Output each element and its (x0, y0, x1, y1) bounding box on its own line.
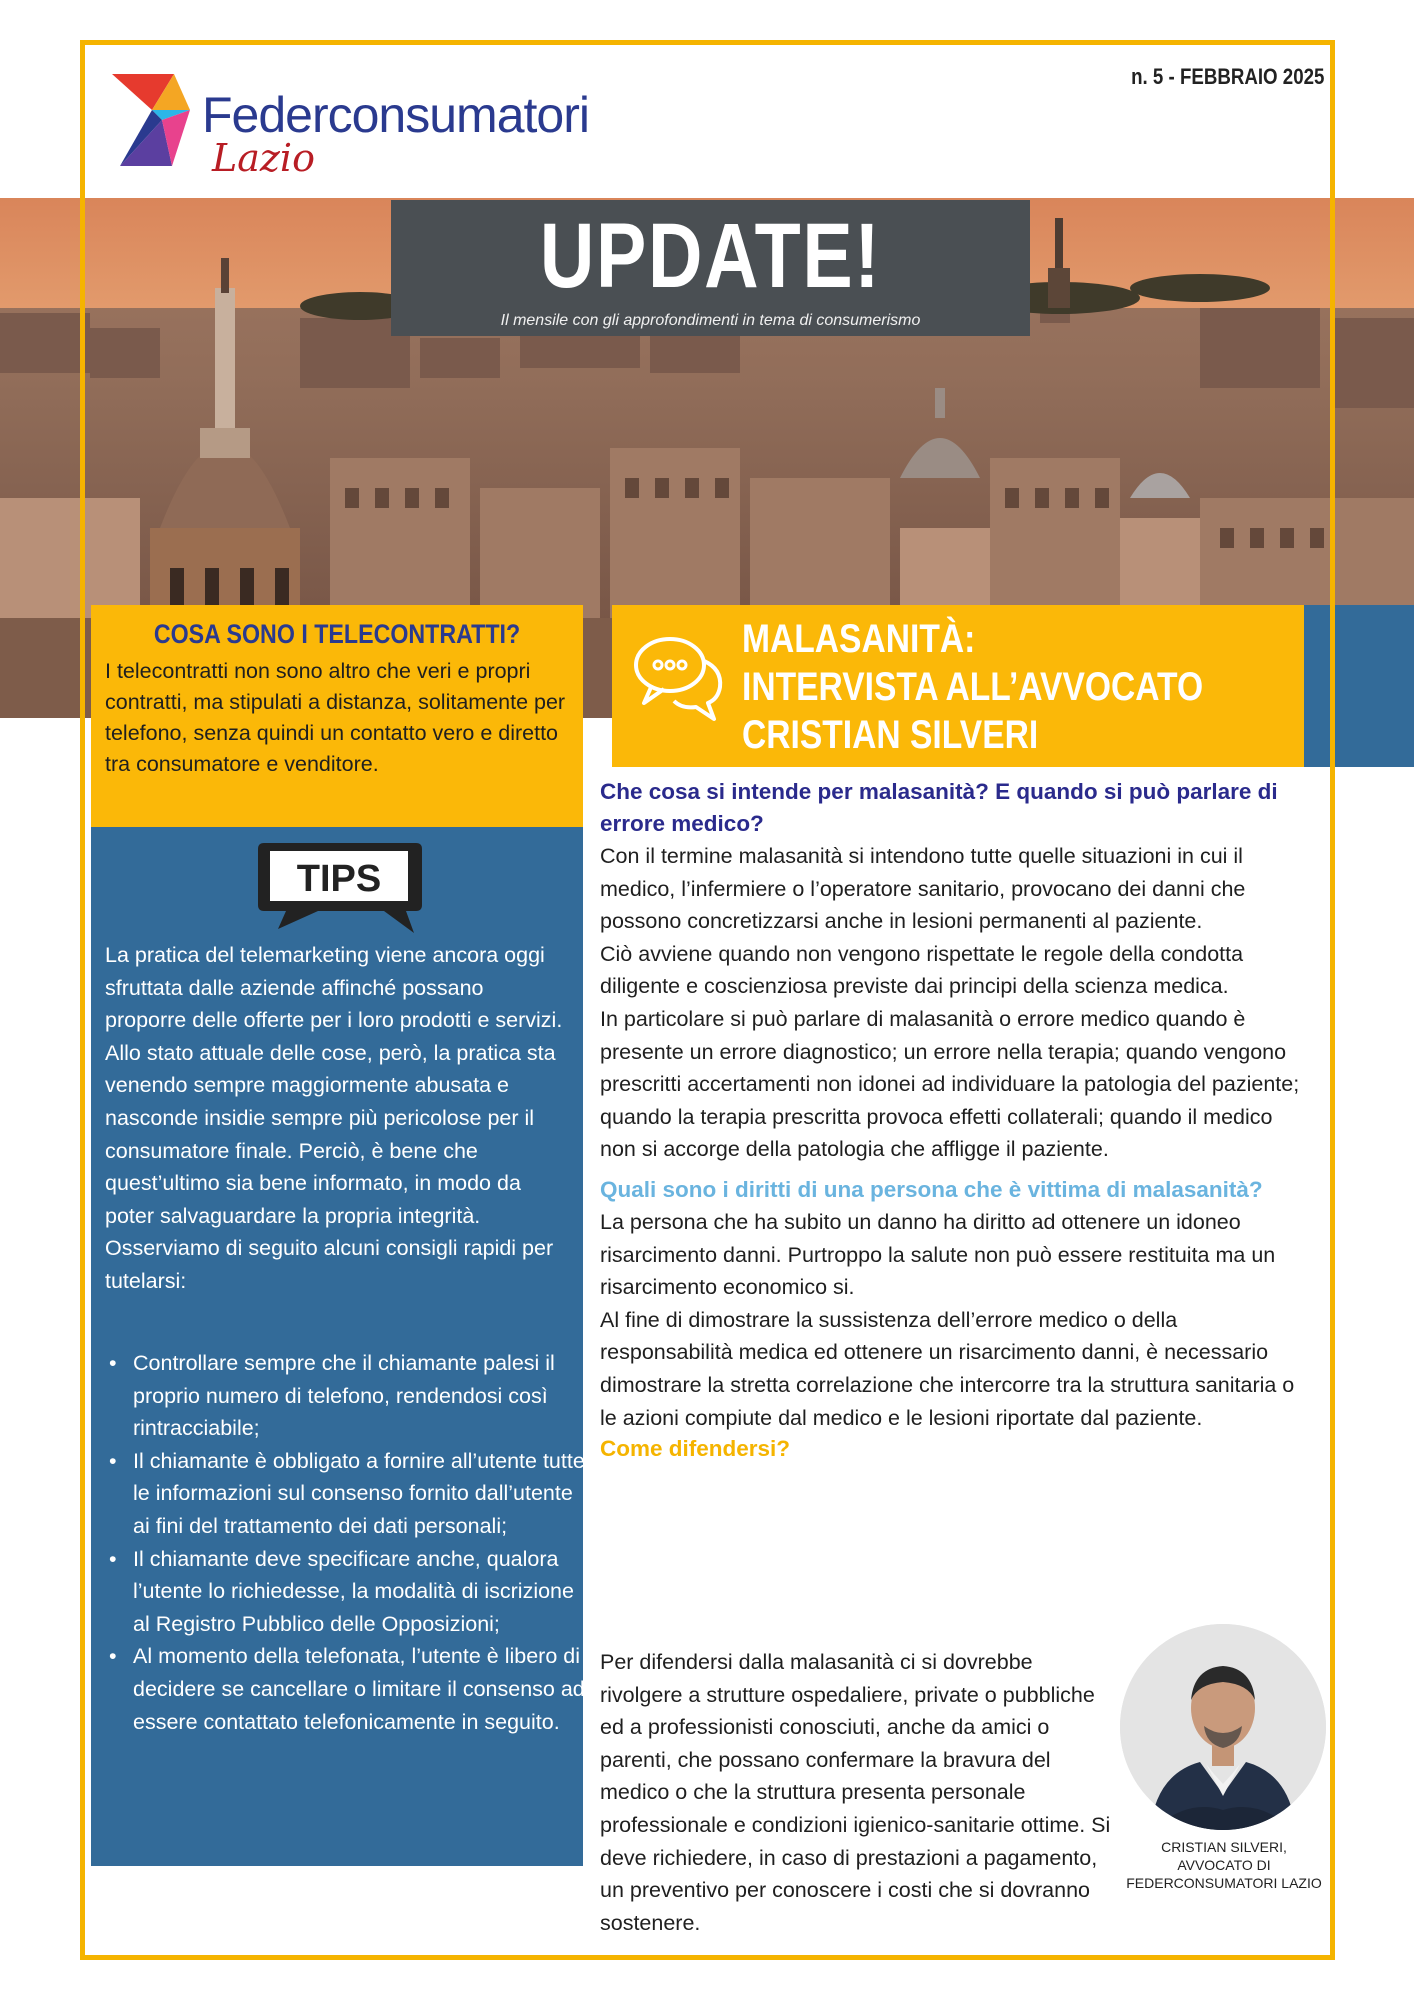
answer-paragraph: Ciò avviene quando non vengono rispettate le regole della condotta diligente e coscienziosa previste dai principi della scienza medica. (600, 941, 1244, 999)
caption-line: CRISTIAN SILVERI, (1161, 1839, 1287, 1855)
tips-badge-text: TIPS (296, 858, 382, 900)
issue-number: n. 5 - FEBBRAIO 2025 (1130, 64, 1324, 89)
tips-box (91, 827, 583, 1866)
portrait-caption (1102, 1838, 1346, 1892)
tip-item: • Al momento della telefonata, l’utente è libero di decidere se cancellare o limitare il consenso ad essere contattato telefonicamente in seguito. (133, 1640, 593, 1738)
tips-intro: La pratica del telemarketing viene ancora oggi sfruttata dalle aziende affinché possano proporre delle offerte per i loro prodotti e servizi. Allo stato attuale delle cose, però, la pratica sta venendo sempre maggiormente abusata e nasconde insidie sempre più pericolose per il consumatore finale. Perciò, è bene che quest’ultimo sia bene informato, in modo da poter salvaguardare la propria integrità. Osserviamo di seguito alcuni consigli rapidi per tutelarsi: (105, 943, 563, 1293)
interview-title (742, 615, 1203, 759)
tip-item: • Il chiamante deve specificare anche, qualora l’utente lo richiedesse, la modalità di iscrizione al Registro Pubblico delle Opposizioni; (133, 1543, 593, 1641)
tips-speech-bubble-icon (256, 837, 426, 937)
interview-title-line: INTERVISTA ALL’AVVOCATO (742, 665, 1204, 709)
interview-title-line: MALASANITÀ: (742, 617, 976, 661)
telecontratti-box (91, 605, 583, 827)
answer-paragraph: La persona che ha subito un danno ha diritto ad ottenere un idoneo risarcimento danni. Purtroppo la salute non può essere restituita ma un risarcimento economico si. (600, 1209, 1276, 1300)
brand-region: Lazio (212, 136, 315, 180)
answer-paragraph: Al fine di dimostrare la sussistenza dell’errore medico o della responsabilità medica ed ottenere un risarcimento danni, è necessario dimostrare la stretta correlazione che intercorre tra la struttura sanitaria o le azioni compiute dal medico e le lesioni riportate dal paziente. (600, 1307, 1295, 1430)
interview-header (612, 605, 1304, 767)
brand-name: Federconsumatori (202, 87, 589, 143)
answer-paragraph: In particolare si può parlare di malasanità o errore medico quando è presente un errore diagnostico; un errore nella terapia; quando vengono prescritti accertamenti non idonei ad individuare la patologia del paziente; quando la terapia prescritta provoca effetti collaterali; quando il medico non si accorge della patologia che affligge il paziente. (600, 1006, 1300, 1162)
newsletter-subtitle: Il mensile con gli approfondimenti in tema di consumerismo (500, 312, 921, 329)
update-banner (391, 200, 1030, 336)
newsletter-title: UPDATE! (539, 205, 882, 307)
question-difendersi: Come difendersi? (600, 1436, 791, 1462)
lawyer-portrait-photo (1120, 1624, 1326, 1830)
question-diritti: Quali sono i diritti di una persona che è vittima di malasanità? (600, 1176, 1263, 1202)
tips-list (105, 1347, 593, 1738)
answer-paragraph: Con il termine malasanità si intendono tutte quelle situazioni in cui il medico, l’infermiere o l’operatore sanitario, provocano dei danni che possono concretizzarsi anche in lesioni permanenti al paziente. (600, 844, 1246, 934)
blue-accent-block (1304, 605, 1414, 767)
tip-item: • Controllare sempre che il chiamante palesi il proprio numero di telefono, rendendosi così rintracciabile; (133, 1347, 593, 1445)
federconsumatori-logo-icon (112, 74, 212, 166)
caption-line: AVVOCATO DI (1177, 1857, 1271, 1873)
answer-paragraph: Per difendersi dalla malasanità ci si dovrebbe rivolgere a strutture ospedaliere, private o pubbliche ed a professionisti conosciuti, anche da amici o parenti, che possano confermare la bravura del medico o che la struttura presenta personale professionale e condizioni igienico-sanitarie ottime. Si deve richiedere, in caso di prestazioni a pagamento, un preventivo per conoscere i costi che si dovranno sostenere. (600, 1650, 1111, 1935)
interview-article (600, 776, 1312, 1464)
telecontratti-title: COSA SONO I TELECONTRATTI? (153, 619, 521, 649)
caption-line: FEDERCONSUMATORI LAZIO (1126, 1875, 1322, 1891)
telecontratti-text: I telecontratti non sono altro che veri e propri contratti, ma stipulati a distanza, solitamente per telefono, senza quindi un contatto vero e diretto tra consumatore e venditore. (105, 659, 566, 776)
chat-bubbles-icon (630, 627, 730, 727)
question-malasanita: Che cosa si intende per malasanità? E quando si può parlare di errore medico? (600, 779, 1278, 836)
interview-title-line: CRISTIAN SILVERI (742, 713, 1039, 757)
tip-item: • Il chiamante è obbligato a fornire all’utente tutte le informazioni sul consenso fornito dall’utente ai fini del trattamento dei dati personali; (133, 1445, 593, 1543)
